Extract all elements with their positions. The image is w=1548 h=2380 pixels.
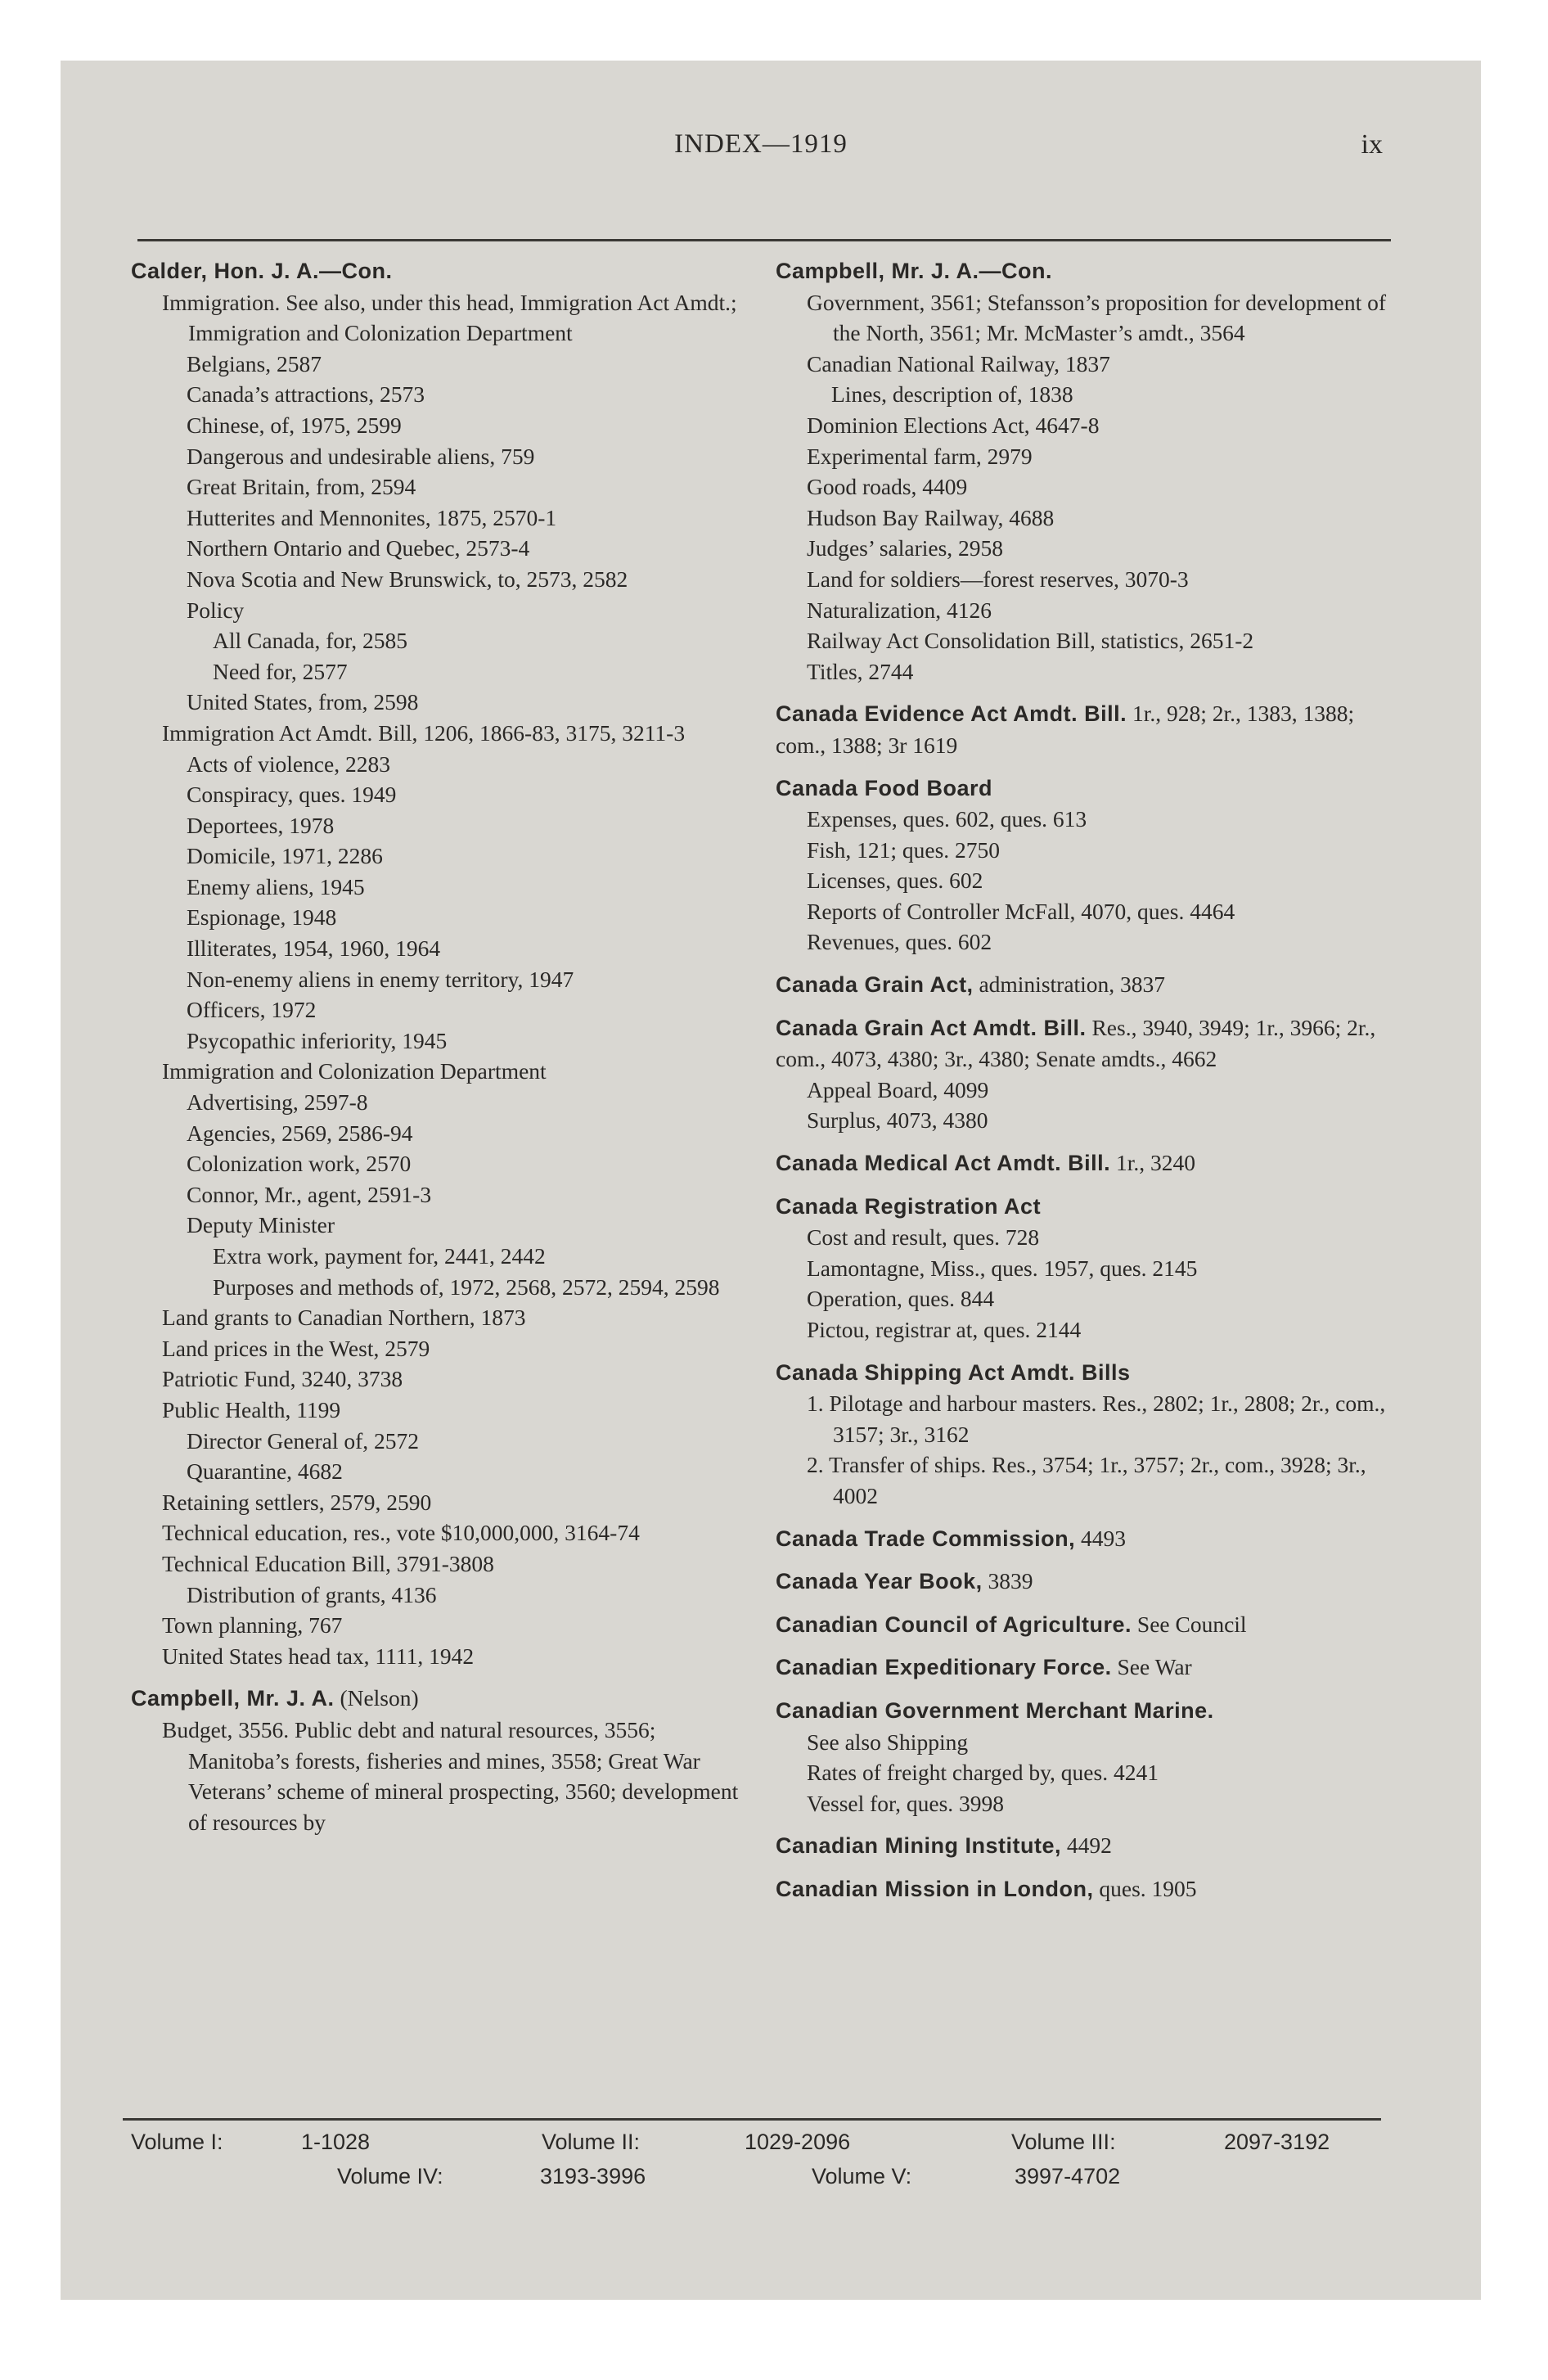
entry-text: Budget, 3556. Public debt and natural resources, 3556; Manitoba’s forests, fisheries and mines, 3558; Great War Veterans’ scheme of mineral prospecting, 3560; development of resources by <box>162 1716 739 1835</box>
heading-text: Canada Medical Act Amdt. Bill. <box>776 1151 1111 1176</box>
entry-text: Town planning, 767 <box>162 1612 343 1639</box>
header-rule <box>137 239 1391 241</box>
volume-4-label: Volume IV: <box>337 2164 443 2188</box>
entry-text: Purposes and methods of, 1972, 2568, 2572, 2594, 2598 <box>213 1273 720 1300</box>
entry-text: United States head tax, 1111, 1942 <box>162 1643 475 1669</box>
entry-text: Land grants to Canadian Northern, 1873 <box>162 1305 526 1331</box>
volume-5-range: 3997-4702 <box>1015 2164 1121 2188</box>
heading-text: Canadian Expeditionary Force. <box>776 1655 1112 1680</box>
index-entry <box>776 1253 1388 1284</box>
index-entry <box>131 1487 749 1518</box>
entry-text: Technical education, res., vote $10,000,000, 3164-74 <box>162 1520 640 1546</box>
heading-text: Canada Registration Act <box>776 1193 1042 1219</box>
index-entry <box>776 1314 1388 1346</box>
entry-text: Non-enemy aliens in enemy territory, 1947 <box>187 966 574 992</box>
entry-text: Naturalization, 4126 <box>807 597 992 623</box>
entry-text: Good roads, 4409 <box>807 474 968 500</box>
index-entry <box>776 349 1388 380</box>
heading-suffix: 4492 <box>1061 1832 1112 1859</box>
entry-text: See also Shipping <box>807 1729 969 1755</box>
index-entry <box>131 841 749 872</box>
index-entry <box>131 1025 749 1057</box>
entry-text: Nova Scotia and New Brunswick, to, 2573, 2582 <box>187 566 628 592</box>
index-entry <box>776 503 1388 534</box>
entry-text: Hutterites and Mennonites, 1875, 2570-1 <box>187 504 557 530</box>
index-entry <box>131 1241 749 1272</box>
heading-text: Campbell, Mr. J. A.—Con. <box>776 259 1053 283</box>
entry-text: Titles, 2744 <box>807 658 914 684</box>
index-entry <box>131 441 749 472</box>
index-entry <box>131 287 749 349</box>
index-entry <box>131 410 749 441</box>
index-heading <box>776 1357 1388 1389</box>
entry-text: Immigration Act Amdt. Bill, 1206, 1866-83, 3175, 3211-3 <box>162 719 686 746</box>
page-number: ix <box>1361 129 1383 160</box>
entry-text: Great Britain, from, 2594 <box>187 474 416 500</box>
index-heading <box>776 255 1388 287</box>
entry-text: Revenues, ques. 602 <box>807 929 992 955</box>
index-entry <box>776 1222 1388 1253</box>
index-entry <box>776 1075 1388 1106</box>
heading-suffix: 1r., 3240 <box>1110 1150 1195 1176</box>
index-entry <box>776 1388 1388 1449</box>
page-header <box>139 129 1383 178</box>
entry-spacer <box>776 1001 1388 1012</box>
index-entry <box>776 379 1388 410</box>
index-entry <box>131 1610 749 1641</box>
entry-text: Extra work, payment for, 2441, 2442 <box>213 1243 546 1269</box>
entry-text: All Canada, for, 2585 <box>213 628 407 654</box>
entry-spacer <box>776 1512 1388 1523</box>
heading-suffix: 3839 <box>982 1568 1033 1594</box>
index-heading <box>776 1695 1388 1727</box>
heading-suffix: 4493 <box>1075 1525 1126 1551</box>
index-entry <box>131 1179 749 1210</box>
entry-text: Immigration. See also, under this head, Immigration Act Amdt.; Immigration and Colonization Department <box>162 289 737 346</box>
index-entry <box>776 625 1388 656</box>
heading-suffix: (Nelson) <box>334 1685 419 1711</box>
index-entry <box>776 1449 1388 1511</box>
index-entry <box>776 656 1388 687</box>
volume-2-range: 1029-2096 <box>745 2130 851 2154</box>
entry-text: Vessel for, ques. 3998 <box>807 1790 1005 1816</box>
heading-suffix: 1r., 928; 2r., 1383, 1388; com., 1388; 3r 1619 <box>776 701 1355 758</box>
entry-spacer <box>776 761 1388 773</box>
entry-text: Licenses, ques. 602 <box>807 868 983 894</box>
heading-text: Canada Trade Commission, <box>776 1526 1076 1551</box>
index-entry <box>776 564 1388 595</box>
entry-text: United States, from, 2598 <box>187 689 419 715</box>
index-entry <box>131 471 749 503</box>
volume-1-range: 1-1028 <box>301 2130 371 2154</box>
entry-text: Deportees, 1978 <box>187 812 335 838</box>
entry-spacer <box>776 1862 1388 1873</box>
entry-text: Belgians, 2587 <box>187 350 322 376</box>
entry-spacer <box>776 1179 1388 1191</box>
index-entry <box>776 1727 1388 1758</box>
index-entry <box>131 964 749 995</box>
entry-spacer <box>776 1346 1388 1357</box>
entry-text: Fish, 121; ques. 2750 <box>807 836 1001 863</box>
entry-text: Connor, Mr., agent, 2591-3 <box>187 1181 432 1207</box>
index-entry <box>131 1118 749 1149</box>
volume-3-range: 2097-3192 <box>1224 2130 1330 2154</box>
entry-text: Railway Act Consolidation Bill, statistics, 2651-2 <box>807 628 1254 654</box>
entry-text: Agencies, 2569, 2586-94 <box>187 1120 413 1146</box>
entry-text: Director General of, 2572 <box>187 1427 420 1454</box>
heading-text: Canada Food Board <box>776 775 993 800</box>
index-entry <box>131 1395 749 1426</box>
index-entry <box>776 896 1388 927</box>
footer-rule <box>123 2118 1381 2121</box>
index-entry <box>131 1641 749 1672</box>
index-entry <box>131 810 749 841</box>
index-heading <box>776 969 1388 1001</box>
index-entry <box>131 1456 749 1487</box>
index-entry <box>131 1148 749 1179</box>
heading-text: Calder, Hon. J. A.—Con. <box>131 259 393 283</box>
index-entry <box>131 1210 749 1241</box>
entry-text: Operation, ques. 844 <box>807 1286 995 1312</box>
index-heading <box>776 1566 1388 1598</box>
index-entry <box>131 687 749 718</box>
index-heading <box>776 698 1388 760</box>
heading-suffix: ques. 1905 <box>1093 1875 1197 1901</box>
index-heading <box>776 1012 1388 1075</box>
index-entry <box>131 1364 749 1395</box>
volume-3-label: Volume III: <box>1011 2130 1116 2154</box>
index-entry <box>776 1757 1388 1788</box>
entry-text: Policy <box>187 597 245 623</box>
entry-text: Canada’s attractions, 2573 <box>187 381 425 408</box>
index-entry <box>776 595 1388 626</box>
index-entry <box>131 1426 749 1457</box>
entry-text: Acts of violence, 2283 <box>187 751 390 777</box>
index-title: INDEX—1919 <box>674 129 848 159</box>
index-heading <box>131 1683 749 1715</box>
entry-text: Hudson Bay Railway, 4688 <box>807 504 1055 530</box>
heading-text: Canada Year Book, <box>776 1569 983 1594</box>
heading-text: Canadian Government Merchant Marine. <box>776 1697 1214 1723</box>
entry-text: Appeal Board, 4099 <box>807 1076 989 1102</box>
index-entry <box>131 902 749 933</box>
left-index-column <box>131 255 749 2105</box>
index-heading <box>776 1652 1388 1684</box>
index-entry <box>776 1788 1388 1819</box>
volume-2-label: Volume II: <box>542 2130 641 2154</box>
entry-text: Expenses, ques. 602, ques. 613 <box>807 806 1087 832</box>
heading-text: Canada Evidence Act Amdt. Bill. <box>776 701 1127 727</box>
entry-text: Deputy Minister <box>187 1212 335 1238</box>
index-entry <box>131 349 749 380</box>
index-entry <box>131 1580 749 1611</box>
entry-text: Advertising, 2597-8 <box>187 1089 368 1116</box>
volume-4-range: 3193-3996 <box>540 2164 646 2188</box>
entry-spacer <box>776 1554 1388 1566</box>
index-entry <box>776 1283 1388 1314</box>
index-entry <box>131 718 749 749</box>
index-heading <box>776 1523 1388 1555</box>
entry-spacer <box>776 1598 1388 1609</box>
heading-text: Canadian Council of Agriculture. <box>776 1611 1132 1637</box>
index-heading <box>131 255 749 287</box>
index-entry <box>131 1715 749 1837</box>
index-entry <box>776 441 1388 472</box>
entry-text: Reports of Controller McFall, 4070, ques. 4464 <box>807 898 1235 924</box>
heading-suffix: administration, 3837 <box>973 971 1166 998</box>
index-heading <box>776 773 1388 805</box>
index-entry <box>131 564 749 595</box>
index-entry <box>131 779 749 810</box>
entry-text: Need for, 2577 <box>213 658 348 684</box>
index-entry <box>776 835 1388 866</box>
entry-text: Judges’ salaries, 2958 <box>807 535 1004 561</box>
index-entry <box>131 595 749 626</box>
entry-spacer <box>776 1136 1388 1147</box>
entry-text: Lamontagne, Miss., ques. 1957, ques. 2145 <box>807 1255 1198 1281</box>
index-entry <box>131 1302 749 1333</box>
entry-text: Land for soldiers—forest reserves, 3070-3 <box>807 566 1189 592</box>
entry-text: Patriotic Fund, 3240, 3738 <box>162 1366 403 1392</box>
index-entry <box>131 1548 749 1580</box>
index-heading <box>776 1191 1388 1223</box>
index-entry <box>131 656 749 687</box>
entry-spacer <box>131 1671 749 1683</box>
index-entry <box>776 865 1388 896</box>
index-entry <box>131 533 749 564</box>
entry-spacer <box>776 1684 1388 1695</box>
index-entry <box>776 287 1388 349</box>
index-entry <box>131 379 749 410</box>
index-entry <box>131 1087 749 1118</box>
entry-text: Officers, 1972 <box>187 997 317 1023</box>
index-heading <box>776 1609 1388 1641</box>
heading-suffix: Res., 3940, 3949; 1r., 3966; 2r., com., 4073, 4380; 3r., 4380; Senate amdts., 4662 <box>776 1014 1376 1072</box>
entry-text: Lines, description of, 1838 <box>831 381 1073 408</box>
index-entry <box>776 533 1388 564</box>
entry-spacer <box>776 958 1388 969</box>
entry-text: Rates of freight charged by, ques. 4241 <box>807 1760 1159 1786</box>
entry-spacer <box>776 1819 1388 1830</box>
volume-footer <box>123 2125 1381 2198</box>
entry-text: 1. Pilotage and harbour masters. Res., 2802; 1r., 2808; 2r., com., 3157; 3r., 3162 <box>807 1391 1386 1447</box>
index-entry <box>131 625 749 656</box>
entry-spacer <box>776 687 1388 698</box>
index-entry <box>131 872 749 903</box>
index-entry <box>131 994 749 1025</box>
heading-text: Canada Shipping Act Amdt. Bills <box>776 1359 1131 1385</box>
entry-text: Government, 3561; Stefansson’s proposition for development of the North, 3561; Mr. McMaster’s amdt., 3564 <box>807 289 1387 346</box>
entry-text: Quarantine, 4682 <box>187 1458 343 1485</box>
index-entry <box>131 749 749 780</box>
entry-text: Dominion Elections Act, 4647-8 <box>807 412 1100 438</box>
heading-text: Canadian Mission in London, <box>776 1876 1094 1901</box>
index-entry <box>776 804 1388 835</box>
entry-text: Retaining settlers, 2579, 2590 <box>162 1489 432 1515</box>
entry-text: Northern Ontario and Quebec, 2573-4 <box>187 535 530 561</box>
index-entry <box>776 410 1388 441</box>
entry-text: Dangerous and undesirable aliens, 759 <box>187 443 535 469</box>
entry-text: Illiterates, 1954, 1960, 1964 <box>187 935 441 962</box>
index-entry <box>776 471 1388 503</box>
entry-text: Colonization work, 2570 <box>187 1151 412 1177</box>
index-heading <box>776 1147 1388 1179</box>
index-entry <box>131 1272 749 1303</box>
entry-spacer <box>776 1640 1388 1652</box>
heading-text: Canadian Mining Institute, <box>776 1833 1061 1859</box>
index-entry <box>776 926 1388 958</box>
index-entry <box>776 1105 1388 1136</box>
heading-suffix: See Council <box>1132 1611 1247 1637</box>
entry-text: Psycopathic inferiority, 1945 <box>187 1027 448 1053</box>
entry-text: Immigration and Colonization Department <box>162 1058 547 1084</box>
entry-text: Distribution of grants, 4136 <box>187 1581 437 1607</box>
entry-text: Domicile, 1971, 2286 <box>187 843 383 869</box>
heading-text: Canada Grain Act, <box>776 972 974 998</box>
index-entry <box>131 933 749 964</box>
entry-text: Enemy aliens, 1945 <box>187 873 365 899</box>
heading-suffix: See War <box>1111 1654 1192 1680</box>
entry-text: Surplus, 4073, 4380 <box>807 1107 988 1134</box>
volume-1-label: Volume I: <box>131 2130 223 2154</box>
entry-text: Cost and result, ques. 728 <box>807 1224 1040 1251</box>
index-entry <box>131 1333 749 1364</box>
entry-text: Conspiracy, ques. 1949 <box>187 782 397 808</box>
index-entry <box>131 1056 749 1087</box>
entry-text: Chinese, of, 1975, 2599 <box>187 412 402 438</box>
entry-text: Pictou, registrar at, ques. 2144 <box>807 1317 1082 1342</box>
entry-text: Espionage, 1948 <box>187 904 337 931</box>
entry-text: Technical Education Bill, 3791-3808 <box>162 1550 494 1576</box>
heading-text: Campbell, Mr. J. A. <box>131 1686 335 1711</box>
entry-text: 2. Transfer of ships. Res., 3754; 1r., 3757; 2r., com., 3928; 3r., 4002 <box>807 1452 1366 1508</box>
index-entry <box>131 503 749 534</box>
entry-text: Canadian National Railway, 1837 <box>807 350 1110 376</box>
heading-text: Canada Grain Act Amdt. Bill. <box>776 1015 1087 1040</box>
right-index-column <box>776 255 1388 2105</box>
entry-text: Land prices in the West, 2579 <box>162 1335 430 1361</box>
index-heading <box>776 1873 1388 1905</box>
index-heading <box>776 1830 1388 1862</box>
index-entry <box>131 1517 749 1548</box>
volume-5-label: Volume V: <box>812 2164 912 2188</box>
entry-text: Public Health, 1199 <box>162 1396 341 1422</box>
entry-text: Experimental farm, 2979 <box>807 443 1033 469</box>
